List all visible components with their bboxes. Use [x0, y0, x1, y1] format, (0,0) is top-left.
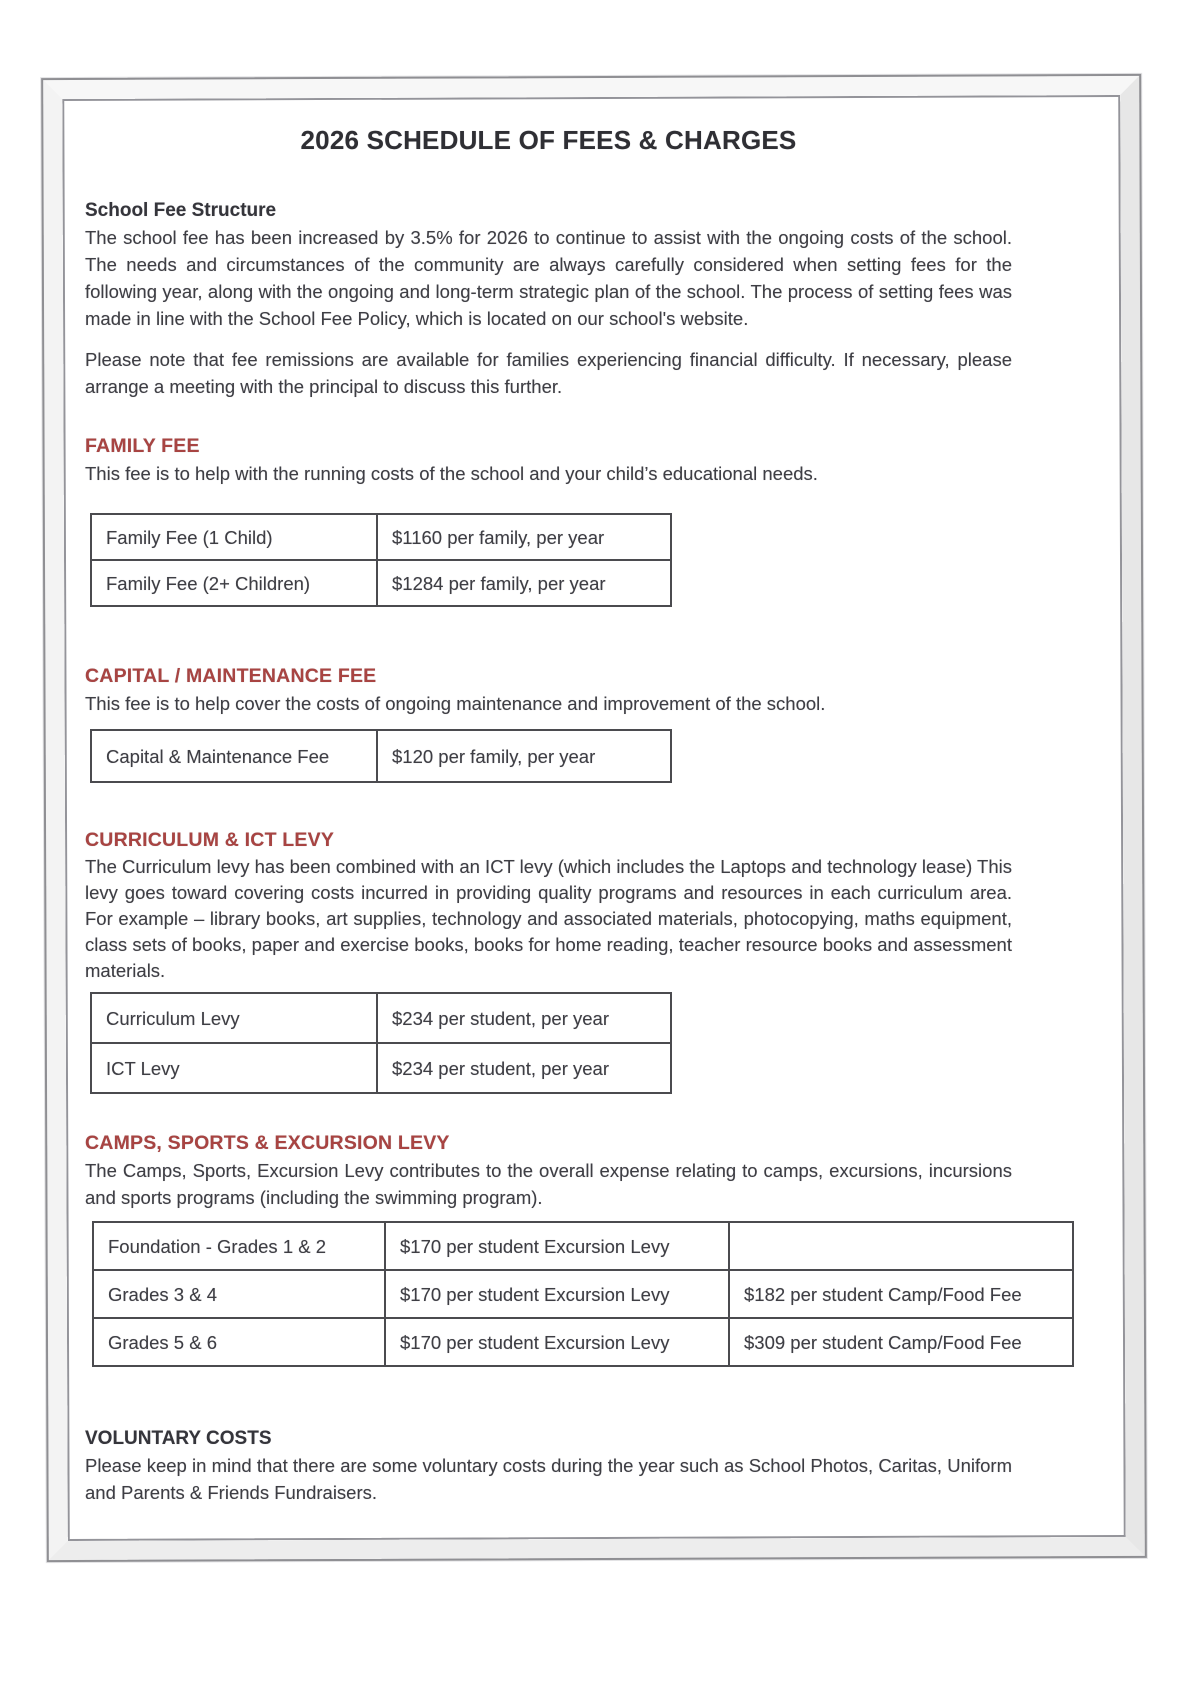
curriculum-ict-description: The Curriculum levy has been combined with an ICT levy (which includes the Laptops and technology lease) This levy goes toward covering costs incurred in providing quality programs and resources in each curriculum area. For example – library books, art supplies, technology and associated materials, photocopying, maths equipment, class sets of books, paper and exercise books, books for home reading, teacher resource books and assessment materials.: [85, 856, 1012, 981]
capital-maintenance-table: [90, 729, 672, 783]
fee-schedule-document: [85, 98, 1022, 1506]
table-row: [93, 1318, 1073, 1366]
voluntary-costs-description: Please keep in mind that there are some voluntary costs during the year such as School Photos, Caritas, Uniform and Parents & Friends Fundraisers.: [85, 1455, 1012, 1503]
empty-cell: [729, 1222, 1073, 1270]
camp-food-fee-cell: $182 per student Camp/Food Fee: [729, 1270, 1073, 1318]
grade-label-cell: Grades 3 & 4: [93, 1270, 385, 1318]
fee-amount-cell: $120 per family, per year: [377, 730, 671, 782]
table-row: [93, 1270, 1073, 1318]
fee-label-cell: ICT Levy: [91, 1043, 377, 1093]
voluntary-costs-heading: VOLUNTARY COSTS: [85, 1428, 272, 1449]
school-fee-structure-paragraph: The school fee has been increased by 3.5% for 2026 to continue to assist with the ongoing costs of the school. The needs and circumstances of the community are always carefully considered when setting fees for the following year, along with the ongoing and long-term strategic plan of the school. The process of setting fees was made in line with the School Fee Policy, which is located on our school's website.: [85, 227, 1012, 329]
fee-label-cell: Family Fee (2+ Children): [91, 560, 377, 606]
document-title: 2026 SCHEDULE OF FEES & CHARGES: [300, 125, 797, 155]
family-fee-heading: FAMILY FEE: [85, 435, 200, 457]
fee-remissions-paragraph: Please note that fee remissions are available for families experiencing financial difficulty. If necessary, please arrange a meeting with the principal to discuss this further.: [85, 349, 1012, 397]
table-row: [91, 993, 671, 1043]
fee-label-cell: Curriculum Levy: [91, 993, 377, 1043]
table-row: [91, 560, 671, 606]
capital-maintenance-heading: CAPITAL / MAINTENANCE FEE: [85, 665, 377, 687]
excursion-levy-cell: $170 per student Excursion Levy: [385, 1318, 729, 1366]
fee-label-cell: Capital & Maintenance Fee: [91, 730, 377, 782]
table-row: [91, 514, 671, 560]
excursion-levy-cell: $170 per student Excursion Levy: [385, 1270, 729, 1318]
curriculum-ict-table: [90, 992, 672, 1094]
fee-amount-cell: $1160 per family, per year: [377, 514, 671, 560]
table-row: [93, 1222, 1073, 1270]
camps-sports-table: [92, 1221, 1074, 1367]
capital-maintenance-description: This fee is to help cover the costs of ongoing maintenance and improvement of the school.: [85, 693, 826, 714]
fee-amount-cell: $1284 per family, per year: [377, 560, 671, 606]
fee-amount-cell: $234 per student, per year: [377, 1043, 671, 1093]
fee-amount-cell: $234 per student, per year: [377, 993, 671, 1043]
family-fee-description: This fee is to help with the running costs of the school and your child’s educational needs.: [85, 463, 818, 484]
camps-sports-description: The Camps, Sports, Excursion Levy contributes to the overall expense relating to camps, excursions, incursions and sports programs (including the swimming program).: [85, 1160, 1012, 1208]
family-fee-table: [90, 513, 672, 607]
fee-label-cell: Family Fee (1 Child): [91, 514, 377, 560]
camp-food-fee-cell: $309 per student Camp/Food Fee: [729, 1318, 1073, 1366]
curriculum-ict-heading: CURRICULUM & ICT LEVY: [85, 829, 335, 851]
excursion-levy-cell: $170 per student Excursion Levy: [385, 1222, 729, 1270]
grade-label-cell: Grades 5 & 6: [93, 1318, 385, 1366]
table-row: [91, 1043, 671, 1093]
school-fee-structure-heading: School Fee Structure: [85, 200, 277, 221]
table-row: [91, 730, 671, 782]
grade-label-cell: Foundation - Grades 1 & 2: [93, 1222, 385, 1270]
camps-sports-heading: CAMPS, SPORTS & EXCURSION LEVY: [85, 1132, 450, 1154]
